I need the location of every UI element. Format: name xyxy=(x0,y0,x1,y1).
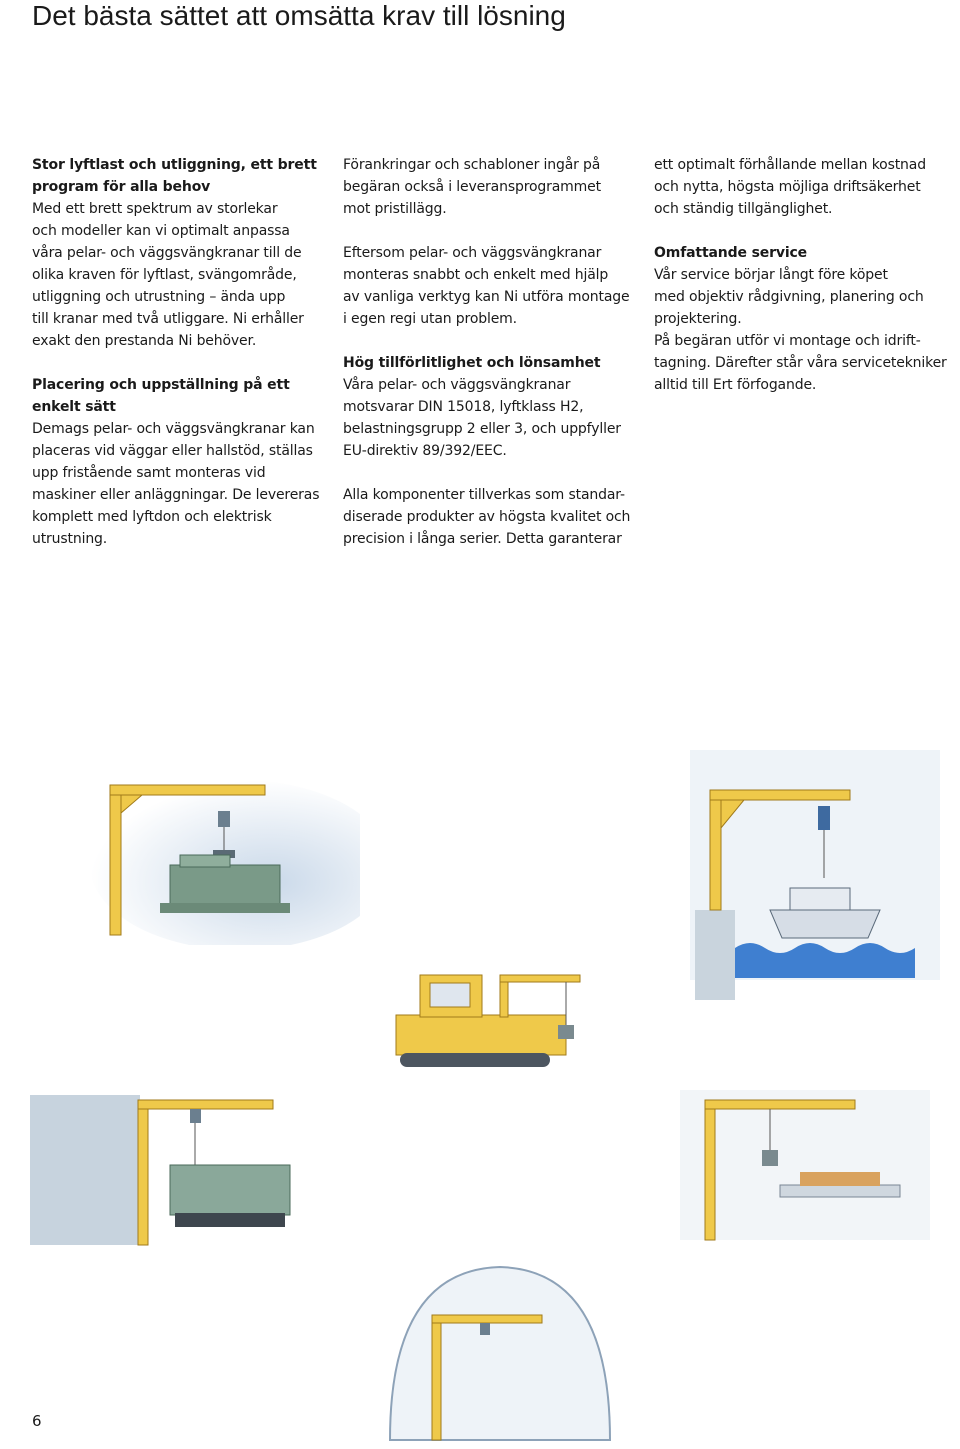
cab-window xyxy=(430,983,470,1007)
hoist xyxy=(480,1323,490,1335)
vehicle-body xyxy=(396,1015,566,1055)
crane-jib xyxy=(500,975,580,982)
tunnel-arch xyxy=(390,1267,610,1440)
building-wall xyxy=(30,1095,140,1245)
crane-jib xyxy=(432,1315,542,1323)
section-heading-service: Omfattande service xyxy=(654,245,807,261)
boat-hull xyxy=(770,910,880,938)
text-column-2 xyxy=(343,154,643,550)
machine-top xyxy=(180,855,230,867)
background-area xyxy=(680,1090,930,1240)
crane-pillar xyxy=(432,1315,441,1440)
section-heading-reliability: Hög tillförlitlighet och lönsamhet xyxy=(343,355,601,371)
quay-block xyxy=(695,910,735,1000)
crane-pillar xyxy=(138,1100,148,1245)
crane-jib xyxy=(138,1100,273,1109)
illustration-crane-tunnel xyxy=(380,1255,620,1445)
section-body-placement: Demags pelar- och väggsvängkranar kan placeras vid väggar eller hallstöd, ställas upp fristående samt monteras vid maskiner eller anläggningar. De levereras komplett med lyftdon och elektrisk utrustning. xyxy=(32,421,320,547)
section-heading-placement: Placering och uppställning på ett enkelt sätt xyxy=(32,377,290,415)
crane-jib xyxy=(710,790,850,800)
crane-pillar xyxy=(710,790,721,910)
page-number: 6 xyxy=(32,1412,42,1430)
illustration-crane-truck xyxy=(30,1085,350,1255)
hoist-load xyxy=(558,1025,574,1039)
hoist xyxy=(818,806,830,830)
text-column-3 xyxy=(654,154,954,396)
illustration-crane-platform xyxy=(650,1080,950,1250)
paragraph-anchorings: Förankringar och schabloner ingår på begäran också i leveransprogrammet mot pristillägg. xyxy=(343,157,601,217)
section-heading-lift-capacity: Stor lyftlast och utliggning, ett brett program för alla behov xyxy=(32,157,317,195)
paragraph-components: Alla komponenter tillverkas som standar- diserade produkter av högsta kvalitet och precision i långa serier. Detta garanterar xyxy=(343,487,631,547)
illustration-crane-boat xyxy=(640,750,940,1000)
crane-jib xyxy=(705,1100,855,1109)
paragraph-mounting: Eftersom pelar- och väggsvängkranar monteras snabbt och enkelt med hjälp av vanliga verktyg kan Ni utföra montage i egen regi utan problem. xyxy=(343,245,630,327)
truck-body xyxy=(170,1165,290,1215)
section-body-service-1: Vår service börjar långt före köpet med objektiv rådgivning, planering och projektering. xyxy=(654,267,924,327)
section-body-lift-capacity: Med ett brett spektrum av storlekar och modeller kan vi optimalt anpassa våra pelar- och väggsvängkranar till de olika kraven för lyftlast, svängområde, utliggning och utrustning – ända upp till kranar med två utliggare. Ni erhåller exakt den prestanda Ni behöver. xyxy=(32,201,304,349)
vehicle-tracks xyxy=(400,1053,550,1067)
machine-body xyxy=(170,865,280,905)
page-title: Det bästa sättet att omsätta krav till lösning xyxy=(32,0,566,31)
crane-pillar xyxy=(705,1100,715,1240)
loading-platform xyxy=(780,1185,900,1197)
text-column-1 xyxy=(32,154,332,550)
hoist xyxy=(190,1109,201,1123)
crane-pillar xyxy=(110,785,121,935)
machine-base xyxy=(160,903,290,913)
illustration-crane-vehicle xyxy=(330,955,650,1085)
section-body-service-2: På begäran utför vi montage och idrift- tagning. Därefter står våra servicetekniker alltid till Ert förfogande. xyxy=(654,333,947,393)
hoist xyxy=(218,811,230,827)
truck-wheels xyxy=(175,1213,285,1227)
hoist-load xyxy=(762,1150,778,1166)
paragraph-continuation: ett optimalt förhållande mellan kostnad och nytta, högsta möjliga driftsäkerhet och ständig tillgänglighet. xyxy=(654,157,926,217)
section-body-reliability: Våra pelar- och väggsvängkranar motsvarar DIN 15018, lyftklass H2, belastningsgrupp 2 eller 3, och uppfyller EU-direktiv 89/392/EEC. xyxy=(343,377,621,459)
illustration-crane-machine xyxy=(30,715,360,945)
pallet-load xyxy=(800,1172,880,1186)
boat-cabin xyxy=(790,888,850,910)
crane-jib xyxy=(110,785,265,795)
